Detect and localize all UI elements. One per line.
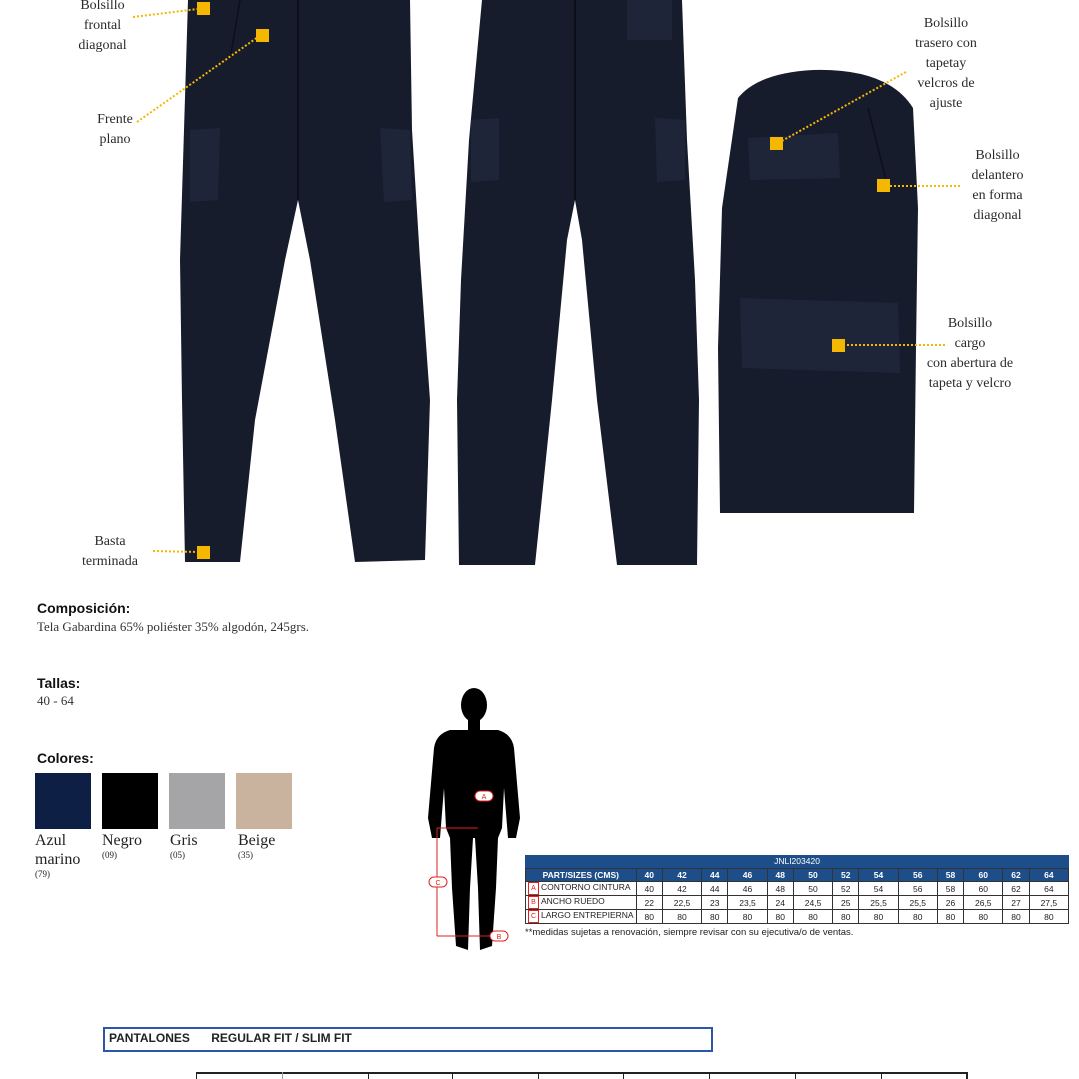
marker-cargo — [832, 339, 845, 352]
marker-basta — [197, 546, 210, 559]
table-cell: 25,5 — [859, 896, 898, 910]
marker-frente — [256, 29, 269, 42]
table-cell: 22 — [636, 896, 662, 910]
row-letter: A — [528, 882, 539, 895]
model-table-col-line — [282, 1072, 283, 1079]
callout-bolsillo-frontal: Bolsillo frontal diagonal — [78, 0, 127, 53]
table-cell: 27 — [1003, 896, 1029, 910]
size-header: 62 — [1003, 869, 1029, 882]
callout-bolsillo-trasero: Bolsillo trasero con tapetay velcros de ajuste — [915, 16, 977, 111]
human-silhouette-figure — [420, 688, 525, 954]
table-row — [526, 910, 1069, 924]
table-cell: 24 — [767, 896, 793, 910]
swatch-label-beige: Beige (35) — [238, 832, 276, 860]
table-cell: 23 — [702, 896, 728, 910]
model-table-col-line — [368, 1072, 369, 1079]
model-table-col-line — [881, 1072, 882, 1079]
model-table-col-line — [452, 1072, 453, 1079]
table-cell: 80 — [898, 910, 937, 924]
table-cell: 52 — [833, 882, 859, 896]
tallas-heading: Tallas: — [37, 675, 81, 691]
swatch-label-azul: Azul marino (79) — [35, 832, 81, 879]
model-title-left: PANTALONES — [109, 1031, 190, 1045]
table-cell: 40 — [636, 882, 662, 896]
table-cell: 58 — [937, 882, 963, 896]
size-table-container — [525, 855, 1069, 938]
table-cell: 42 — [662, 882, 701, 896]
table-cell: 22,5 — [662, 896, 701, 910]
table-cell: 26 — [937, 896, 963, 910]
figure-label-b: B — [496, 934, 502, 941]
table-cell: 80 — [937, 910, 963, 924]
size-header: 50 — [793, 869, 832, 882]
table-cell: 46 — [728, 882, 767, 896]
size-header: 64 — [1029, 869, 1068, 882]
table-cell: 80 — [859, 910, 898, 924]
row-letter: C — [528, 910, 539, 923]
size-header: 52 — [833, 869, 859, 882]
model-table-col-line — [623, 1072, 624, 1079]
size-table-note: **medidas sujetas a renovación, siempre revisar con su ejecutiva/o de ventas. — [525, 927, 854, 938]
marker-delantero — [877, 179, 890, 192]
callout-frente-plano: Frente plano — [97, 112, 133, 147]
model-table-col-line — [795, 1072, 796, 1079]
size-header: 58 — [937, 869, 963, 882]
callout-basta: Basta terminada — [82, 534, 138, 569]
table-cell: 80 — [728, 910, 767, 924]
model-title-right: REGULAR FIT / SLIM FIT — [211, 1031, 352, 1045]
callout-bolsillo-delantero: Bolsillo delantero en forma diagonal — [971, 148, 1024, 223]
composicion-heading: Composición: — [37, 600, 131, 616]
row-letter: B — [528, 896, 539, 909]
table-cell: 80 — [833, 910, 859, 924]
model-table-col-line — [538, 1072, 539, 1079]
model-table-col-line — [709, 1072, 710, 1079]
size-header: 40 — [636, 869, 662, 882]
table-cell: 80 — [767, 910, 793, 924]
swatch-gris — [169, 773, 225, 829]
swatch-label-negro: Negro (09) — [102, 832, 142, 860]
size-header: 46 — [728, 869, 767, 882]
table-cell: 50 — [793, 882, 832, 896]
callout-bolsillo-cargo: Bolsillo cargo con abertura de tapeta y velcro — [926, 316, 1014, 391]
table-cell: 27,5 — [1029, 896, 1068, 910]
swatch-negro — [102, 773, 158, 829]
marker-trasero — [770, 137, 783, 150]
table-cell: 80 — [636, 910, 662, 924]
model-table-top-border — [196, 1072, 968, 1074]
colores-heading: Colores: — [37, 750, 94, 766]
table-cell: 25,5 — [898, 896, 937, 910]
swatch-label-gris: Gris (05) — [170, 832, 198, 860]
size-table-code: JNLI203420 — [525, 855, 1069, 868]
swatch-beige — [236, 773, 292, 829]
table-cell: 60 — [964, 882, 1003, 896]
model-table-col-line — [966, 1072, 968, 1079]
table-cell: 56 — [898, 882, 937, 896]
size-table — [525, 868, 1069, 924]
figure-label-c: C — [435, 880, 441, 887]
table-cell: 23,5 — [728, 896, 767, 910]
table-cell: 48 — [767, 882, 793, 896]
size-header: 56 — [898, 869, 937, 882]
model-table-col-line — [196, 1072, 197, 1079]
row-part: LARGO ENTREPIERNA — [541, 910, 634, 920]
size-header: 44 — [702, 869, 728, 882]
table-cell: 44 — [702, 882, 728, 896]
size-header: 54 — [859, 869, 898, 882]
table-cell: 64 — [1029, 882, 1068, 896]
swatch-azul-marino — [35, 773, 91, 829]
table-cell: 24,5 — [793, 896, 832, 910]
table-cell: 25 — [833, 896, 859, 910]
table-cell: 26,5 — [964, 896, 1003, 910]
table-cell: 80 — [793, 910, 832, 924]
table-cell: 80 — [964, 910, 1003, 924]
model-table-title — [103, 1027, 713, 1052]
composicion-text: Tela Gabardina 65% poliéster 35% algodón, 245grs. — [37, 619, 310, 634]
row-part: ANCHO RUEDO — [541, 896, 605, 906]
size-header: 48 — [767, 869, 793, 882]
size-header: 60 — [964, 869, 1003, 882]
tallas-text: 40 - 64 — [37, 693, 74, 708]
size-header: 42 — [662, 869, 701, 882]
size-table-header-label: PART/SIZES (CMS) — [526, 869, 637, 882]
size-table-header-row — [526, 869, 1069, 882]
table-cell: 80 — [662, 910, 701, 924]
figure-label-a: A — [481, 794, 487, 801]
table-cell: 80 — [1029, 910, 1068, 924]
row-part: CONTORNO CINTURA — [541, 882, 631, 892]
table-cell: 80 — [702, 910, 728, 924]
table-cell: 62 — [1003, 882, 1029, 896]
table-row — [526, 896, 1069, 910]
table-row — [526, 882, 1069, 896]
table-cell: 54 — [859, 882, 898, 896]
table-cell: 80 — [1003, 910, 1029, 924]
marker-frontal — [197, 2, 210, 15]
